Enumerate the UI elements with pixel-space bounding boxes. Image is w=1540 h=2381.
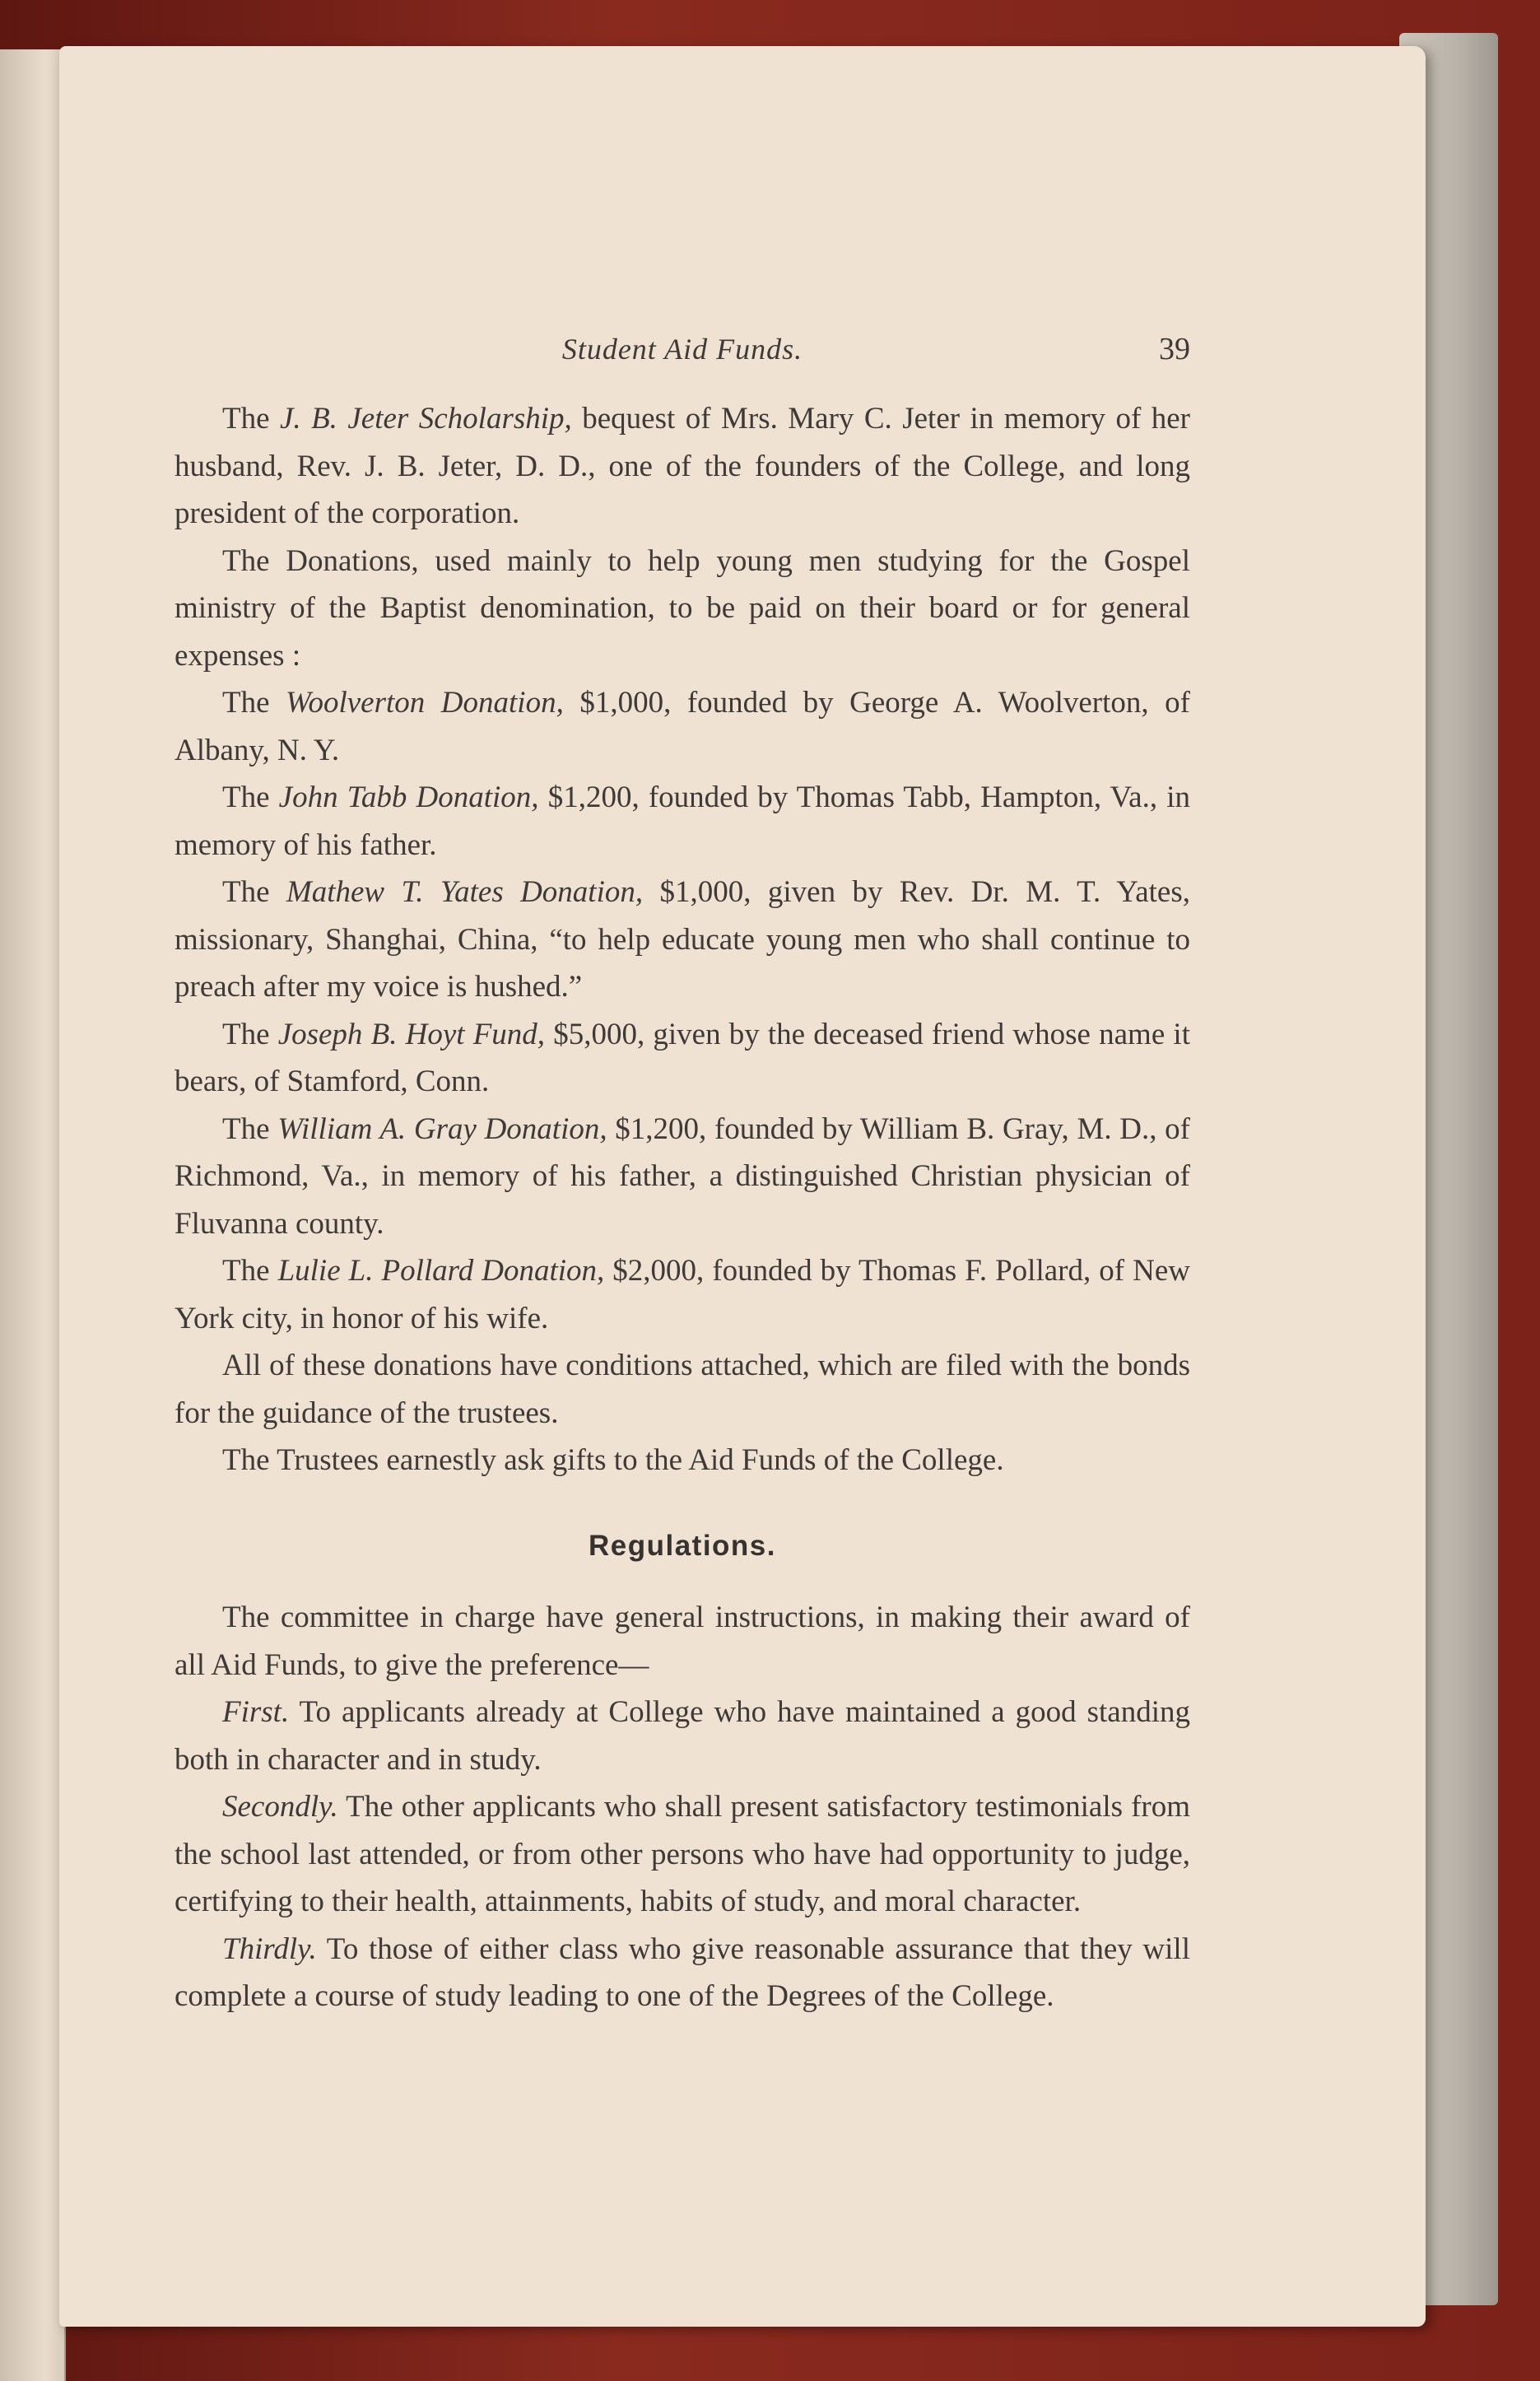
- fund-title: Woolverton Donation,: [286, 686, 564, 720]
- paragraph-conditions: All of these donations have conditions attached, which are filed with the bonds for the guidance of the trustees.: [174, 1349, 1190, 1430]
- paragraph-hoyt: The Joseph B. Hoyt Fund, $5,000, given by the deceased friend whose name it bears, of Stamford, Conn.: [174, 1017, 1190, 1098]
- fund-title: J. B. Jeter Scholarship,: [279, 402, 572, 436]
- facing-page-edge: [0, 49, 66, 2381]
- regulation-label: Secondly.: [222, 1790, 338, 1824]
- fund-title: Joseph B. Hoyt Fund,: [277, 1017, 546, 1051]
- regulations-heading: Regulations.: [588, 1529, 777, 1562]
- paragraph-woolverton: The Woolverton Donation, $1,000, founded by George A. Woolverton, of Albany, N. Y.: [174, 686, 1190, 767]
- regulation-secondly: Secondly. The other applicants who shall present satisfactory testimonials from the school last attended, or from other persons who have had opportunity to judge, certifying to their health, attainments, habits of study, and moral character.: [174, 1790, 1190, 1918]
- paragraph-donations-intro: The Donations, used mainly to help young men studying for the Gospel ministry of the Baptist denomination, to be paid on their board or for general expenses :: [174, 543, 1190, 673]
- regulations-intro: The committee in charge have general instructions, in making their award of all Aid Funds, to give the preference—: [174, 1601, 1190, 1682]
- fund-title: John Tabb Donation,: [278, 780, 539, 814]
- fund-title: Mathew T. Yates Donation,: [286, 875, 644, 909]
- page-text: [174, 326, 1190, 2020]
- fund-title: Lulie L. Pollard Donation,: [277, 1254, 605, 1288]
- running-title: Student Aid Funds.: [561, 333, 803, 366]
- regulation-label: Thirdly.: [222, 1931, 317, 1966]
- page-number: 39: [1159, 332, 1190, 366]
- paragraph-gray: The William A. Gray Donation, $1,200, founded by William B. Gray, M. D., of Richmond, Va., in memory of his father, a distinguished Christian physician of Fluvanna county.: [174, 1111, 1190, 1241]
- paragraph-pollard: The Lulie L. Pollard Donation, $2,000, founded by Thomas F. Pollard, of New York city, in honor of his wife.: [174, 1254, 1190, 1335]
- page-header: [174, 326, 1190, 379]
- regulation-thirdly: Thirdly. To those of either class who give reasonable assurance that they will complete a course of study leading to one of the Degrees of the College.: [174, 1931, 1190, 2013]
- regulation-first: First. To applicants already at College who have maintained a good standing both in character and in study.: [174, 1695, 1190, 1777]
- paragraph-tabb: The John Tabb Donation, $1,200, founded by Thomas Tabb, Hampton, Va., in memory of his father.: [174, 780, 1191, 862]
- paragraph-jeter-scholarship: The J. B. Jeter Scholarship, bequest of Mrs. Mary C. Jeter in memory of her husband, Rev. J. B. Jeter, D. D., one of the founders of the College, and long president of the corporation.: [174, 402, 1190, 530]
- paragraph-yates: The Mathew T. Yates Donation, $1,000, given by Rev. Dr. M. T. Yates, missionary, Shanghai, China, “to help educate young men who shall continue to preach after my voice is hushed.”: [174, 875, 1190, 1004]
- paragraph-trustees: The Trustees earnestly ask gifts to the Aid Funds of the College.: [222, 1443, 1004, 1477]
- regulation-label: First.: [222, 1695, 290, 1729]
- fund-title: William A. Gray Donation,: [277, 1111, 607, 1146]
